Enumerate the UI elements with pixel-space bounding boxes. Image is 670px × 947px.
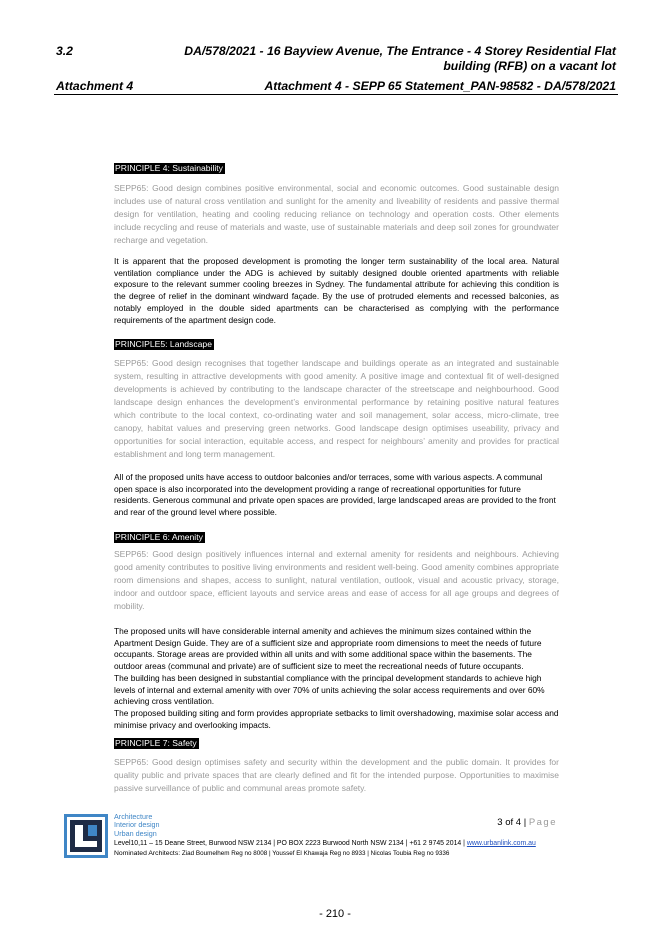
- practice-disciplines: [114, 813, 160, 838]
- page-label: Page: [528, 817, 557, 828]
- attachment-title: Attachment 4 - SEPP 65 Statement_PAN-98582 - DA/578/2021: [264, 79, 616, 93]
- section-amenity: [114, 527, 559, 545]
- architects-list: Ziad Boumelhem Reg no 8008 | Youssef El Khawaja Reg no 8933 | Nicolas Toubia Reg no 9336: [181, 850, 450, 857]
- urbanlink-logo-icon: [64, 814, 108, 858]
- architects-label: Nominated Architects:: [114, 850, 181, 857]
- page-separator: |: [523, 817, 527, 828]
- website-link[interactable]: www.urbanlink.com.au: [466, 840, 536, 847]
- application-title: DA/578/2021 - 16 Bayview Avenue, The Entrance - 4 Storey Residential Flat building (RFB) on a vacant lot: [184, 44, 616, 73]
- attachment-label: Attachment 4: [56, 79, 134, 93]
- discipline-interior-design: Interior design: [114, 820, 160, 830]
- page-indicator: [497, 817, 557, 828]
- principle-text: [114, 756, 559, 795]
- header-rule: [54, 94, 618, 95]
- response-paragraph: The proposed building siting and form provides appropriate setbacks to limit overshadowing, maximise solar access and minimise privacy and overlooking impacts.: [114, 707, 559, 730]
- section-heading: PRINCIPLE5: Landscape: [115, 339, 212, 349]
- response-paragraph: The building has been designed in substantial compliance with the principal development standards to achieve high levels of internal and external amenity with over 70% of units achieving the solar access requirements and over 60% achieving cross ventilation.: [114, 672, 545, 707]
- discipline-architecture: Architecture: [114, 812, 153, 821]
- principle-text: [114, 182, 559, 247]
- address-text: Level10,11 – 15 Deane Street, Burwood NSW 2134 | PO BOX 2223 Burwood North NSW 2134 | +61 2 9745 2014 |: [114, 840, 465, 847]
- principle-paragraph: SEPP65: Good design optimises safety and security within the development and the public domain. It provides for quality public and private spaces that are clearly defined and fit for the intended purpose. Opportunities to maximise passive surveillance of public and communal areas promote safety.: [114, 757, 559, 793]
- agenda-item-number: 3.2: [56, 44, 73, 58]
- section-sustainability: [114, 158, 559, 176]
- response-paragraph: All of the proposed units have access to outdoor balconies and/or terraces, some with various aspects. A communal open space is also incorporated into the development providing a range of recreational opportunities for future residents. Generous communal and private open spaces are provided, large landscaped areas are provided to the front and rear of the ground level where possible.: [114, 472, 556, 518]
- section-heading: PRINCIPLE 7: Safety: [115, 738, 197, 748]
- response-text: [114, 626, 559, 731]
- section-landscape: [114, 334, 559, 352]
- response-paragraph: It is apparent that the proposed development is promoting the longer term sustainability of the local area. Natural ventilation compliance under the ADG is achieved by suitably designed double oriented apartments with reliable exposure to the relevant summer cooling breezes in Sydney. The fundamental attribute for achieving this condition is the degree of relief in the dominant windward façade. By the use of protruded elements and recessed balconies, as notably employed in the double sided apartments can be characterised as complying with the performance requirements of the apartment design code.: [114, 256, 559, 325]
- footer-address: [114, 840, 536, 847]
- page-number: - 210 -: [319, 908, 351, 920]
- response-text: [114, 472, 559, 519]
- section-heading: PRINCIPLE 4: Sustainability: [115, 163, 223, 173]
- principle-paragraph: SEPP65: Good design recognises that together landscape and buildings operate as an integrated and sustainable system, resulting in attractive developments with good amenity. A positive image and contextual fit of well-designed developments is achieved by contributing to the landscape character of the streetscape and neighbourhood. Good landscape design enhances the development’s environmental performance by retaining positive natural features which contribute to the local context, co-ordinating water and soil management, solar access, micro-climate, tree canopy, habitat values and preserving green networks. Good landscape design optimises useability, privacy and opportunities for social interaction, equitable access, and respect for neighbours’ amenity and provides for practical establishment and long term management.: [114, 358, 559, 459]
- principle-paragraph: SEPP65: Good design positively influences internal and external amenity for residents and neighbours. Achieving good amenity contributes to positive living environments and resident well-being. Good amenity combines appropriate room dimensions and shapes, access to sunlight, natural ventilation, outlook, visual and acoustic privacy, storage, indoor and outdoor space, efficient layouts and service areas and ease of access for all age groups and degrees of mobility.: [114, 549, 559, 611]
- footer-architects: [114, 850, 449, 857]
- principle-text: [114, 548, 559, 613]
- section-heading: PRINCIPLE 6: Amenity: [115, 532, 203, 542]
- response-paragraph: The proposed units will have considerable internal amenity and achieves the minimum sizes contained within the Apartment Design Guide. They are of a sufficient size and appropriate room dimensions to meet the needs of future occupants. Storage areas are provided within all units and with some additional space within the basements. The outdoor areas (communal and private) are of sufficient size to meet the recreational needs of future occupants.: [114, 626, 542, 672]
- principle-text: [114, 357, 559, 461]
- principle-paragraph: SEPP65: Good design combines positive environmental, social and economic outcomes. Good sustainable design includes use of natural cross ventilation and sunlight for the amenity and liveability of residents and passive thermal design for ventilation, heating and cooling reducing reliance on technology and operation costs. Other elements include recycling and reuse of materials and waste, use of sustainable materials and deep soil zones for groundwater recharge and vegetation.: [114, 183, 559, 245]
- page-of: 3 of 4: [497, 817, 522, 828]
- discipline-urban-design: Urban design: [114, 828, 157, 838]
- response-text: [114, 256, 559, 326]
- section-safety: [114, 733, 559, 751]
